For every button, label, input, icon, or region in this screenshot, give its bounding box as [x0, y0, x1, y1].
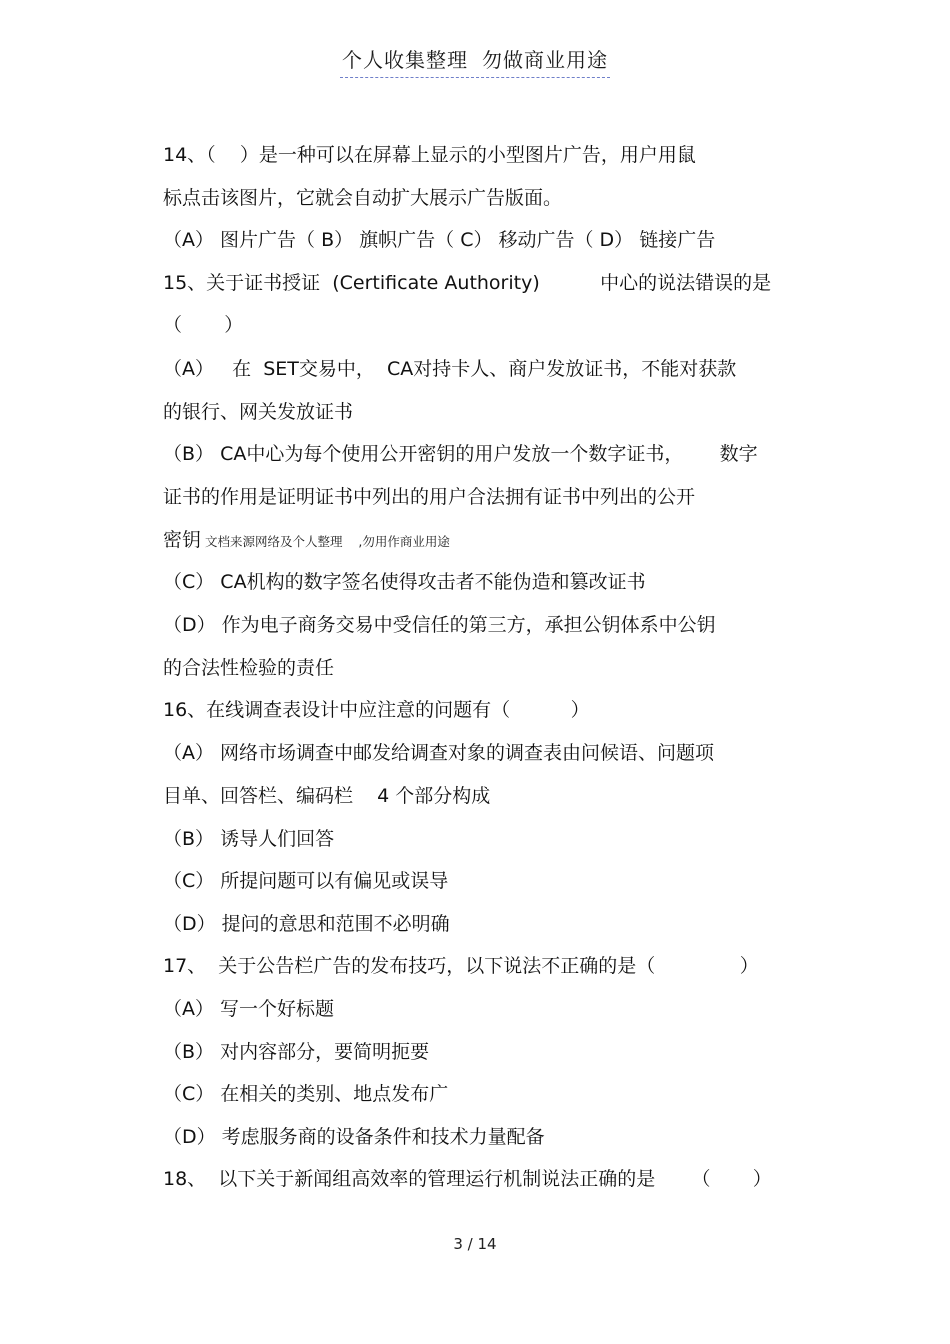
question-15-line-2: （ ）: [163, 314, 244, 336]
question-17-line-1: 17、 关于公告栏广告的发布技巧，以下说法不正确的是（ ）: [163, 955, 759, 977]
question-15-option-b-line-1: （B） CA中心为每个使用公开密钥的用户发放一个数字证书， 数字: [163, 443, 758, 465]
source-note: 文档来源网络及个人整理 ,勿用作商业用途: [205, 534, 450, 549]
header-right-text: 勿做商业用途: [482, 48, 608, 72]
question-16-option-a-line-2: 目单、回答栏、编码栏 4 个部分构成: [163, 785, 491, 807]
question-15-option-d-line-1: （D） 作为电子商务交易中受信任的第三方，承担公钥体系中公钥: [163, 614, 716, 636]
question-15-option-c: （C） CA机构的数字签名使得攻击者不能伪造和篡改证书: [163, 571, 646, 593]
question-14-line-1: 14、（ ）是一种可以在屏幕上显示的小型图片广告，用户用鼠: [163, 144, 696, 166]
question-18-line-1: 18、 以下关于新闻组高效率的管理运行机制说法正确的是 （ ）: [163, 1168, 772, 1190]
question-17-option-c: （C） 在相关的类别、地点发布广: [163, 1083, 449, 1105]
question-16-option-b: （B） 诱导人们回答: [163, 828, 335, 850]
question-14-line-2: 标点击该图片，它就会自动扩大展示广告版面。: [163, 187, 563, 209]
question-16-option-d: （D） 提问的意思和范围不必明确: [163, 913, 450, 935]
question-14-options: （A） 图片广告（ B） 旗帜广告（ C） 移动广告（ D） 链接广告: [163, 229, 716, 251]
question-16-line-1: 16、在线调查表设计中应注意的问题有（ ）: [163, 699, 590, 721]
header-left-text: 个人收集整理: [342, 48, 468, 72]
question-15-line-1: 15、关于证书授证 (Certificate Authority) 中心的说法错误的是: [163, 272, 772, 294]
question-16-option-a-line-1: （A） 网络市场调查中邮发给调查对象的调查表由问候语、问题项: [163, 742, 715, 764]
header-underlined-text: [340, 44, 610, 78]
question-17-option-b: （B） 对内容部分，要简明扼要: [163, 1041, 430, 1063]
question-15-option-a-line-2: 的银行、网关发放证书: [163, 401, 354, 423]
question-17-option-a: （A） 写一个好标题: [163, 998, 335, 1020]
question-15-option-b-line-3: [163, 527, 450, 555]
question-15-option-a-line-1: （A） 在 SET交易中， CA对持卡人、商户发放证书，不能对获款: [163, 358, 737, 380]
question-15-option-b-line-2: 证书的作用是证明证书中列出的用户合法拥有证书中列出的公开: [163, 486, 696, 508]
question-17-option-d: （D） 考虑服务商的设备条件和技术力量配备: [163, 1126, 545, 1148]
option-b-tail-text: 密钥: [163, 529, 202, 551]
question-15-option-d-line-2: 的合法性检验的责任: [163, 657, 335, 679]
page-header: [0, 44, 950, 78]
page-number: 3 / 14: [453, 1235, 497, 1253]
question-16-option-c: （C） 所提问题可以有偏见或误导: [163, 870, 449, 892]
